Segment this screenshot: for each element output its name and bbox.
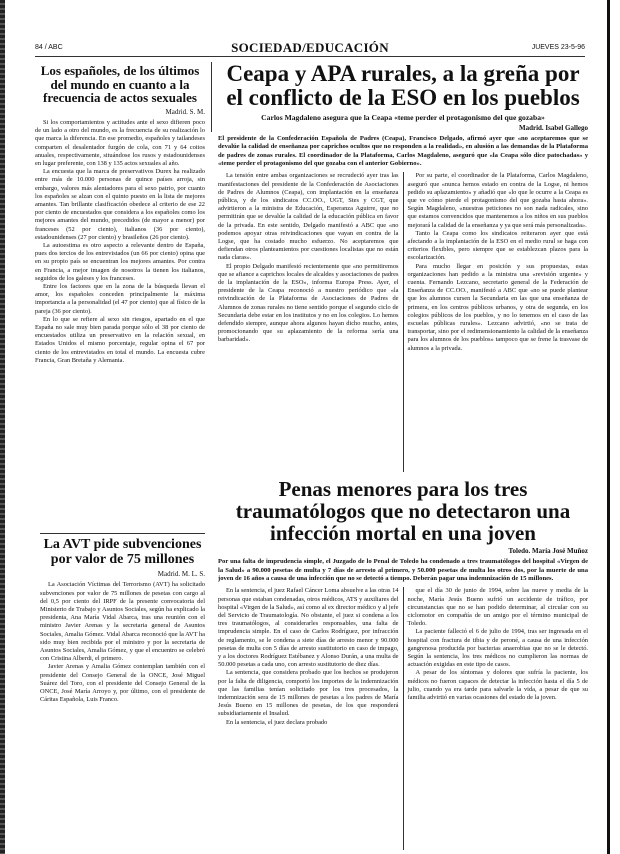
section-title: SOCIEDAD/EDUCACIÓN bbox=[231, 40, 389, 55]
paragraph: En lo que se refiere al sexo sin riesgos, apartado en el que España no sale muy bien parada porque sólo el 38 por ciento de encuestados utiliza un preservativo en la relación sexual, en Estados Unidos el mismo porcentaje, regular opina el 67 por ciento de los entrevistados en total el mundo. La encuesta cubre Francia, Gran Bretaña y Alemania. bbox=[35, 315, 205, 364]
second-article-column-1 bbox=[218, 587, 404, 850]
paragraph: La autoestima es otro aspecto a relevante dentro de España, pues dos tercios de los entrevistados (un 66 por ciento) opina que en su propio país se encuentran los mejores amantes. Por contra en Francia, a mejor imagen de nosotros la tienen los italianos, seguidos de los galeses y los franceses. bbox=[35, 241, 205, 282]
box-rule bbox=[40, 533, 205, 534]
page-header bbox=[35, 40, 585, 57]
main-article-title: Ceapa y APA rurales, a la greña por el conflicto de la ESO en los pueblos bbox=[226, 62, 580, 111]
paragraph: Tanto la Ceapa como los sindicatos reiteraron ayer que está afectando a la implantación de la ESO en el medio rural se haga con criterios flexibles, pero siempre que se establezcan plazos para la escolarización. bbox=[407, 229, 588, 262]
left-article-byline: Madrid. S. M. bbox=[165, 107, 205, 116]
paragraph: La tensión entre ambas organizaciones se recrudeció ayer tras las manifestaciones del presidente de la Confederación de Asociaciones de Padres de Alumnos (Ceapa), con implantación en la enseñanza pública, y de los sindicatos CC.OO., UGT, Stes y CGT, que advirtieron a la ministra de Educación, Esperanza Aguirre, que no permitirán que se devalúe la calidad de la educación pública en favor de la privada. En este sentido, Delgado manifestó a ABC que «no podemos apoyar otras reivindicaciones que vayan en contra de la Logse, que ha costado mucho esfuerzo. No aceptaremos que defiendan otros planteamientos por cuestiones localistas que no están nada claras». bbox=[218, 172, 399, 262]
second-article-columns bbox=[218, 587, 588, 850]
second-article-title: Penas menores para los tres traumatólogos que no detectaron una infección mortal en una joven bbox=[235, 478, 571, 546]
paragraph: La encuesta que la marca de preservativos Durex ha realizado entre más de 10.000 personas de quince países arroja, sin embargo, valores más alentadores para el sexo patrio, por cuanto los españoles se alzan con el quinto puesto en la lista de mejores amantes. Tan brillante clasificación obedece al criterio de ese 22 por ciento de encuestados que considera a los españoles como los mejores amantes del mundo, precedidos (de mayor a menor) por franceses (52 por ciento), italianos (36 por ciento), estadounidenses (27 por ciento) y brasileños (26 por ciento). bbox=[35, 168, 205, 241]
paragraph: La Asociación Víctimas del Terrorismo (AVT) ha solicitado subvenciones por valor de 75 millones de pesetas con cargo al del 0,5 por ciento del IRPF de la presente convocatoria del Ministerio de Trabajo y Asuntos Sociales, según ha explicado la presidenta, Ana María Vidal Abarca, tras una reunión con el ministro Javier Arenas y la secretaria general de Asuntos Sociales, Amalia Gómez. Vidal Abarca reconoció que la AVT ha sido muy bien recibida por el ministro y por la secretaria de Asuntos Sociales, Amalia Gómez, y que el encuentro se celebró con Cristina Alberdi, el primero. bbox=[40, 581, 205, 663]
avt-article-byline: Madrid. M. L. S. bbox=[157, 570, 205, 579]
second-article bbox=[218, 478, 588, 850]
paragraph: El propio Delgado manifestó recientemente que «no permitiremos que se afiance a caprichos locales de alcaldes y asociaciones de padres de la implantación de la ESO», informa Europa Press. Ayer, el presidente de la Ceapa reconoció a nuestro periódico que «la reivindicación de la Plataforma de Asociaciones de Padres de Alumnos de zonas rurales no tiene sentido porque el segundo ciclo de Secundaria debe estar en los institutos y no en los colegios. Lo hemos defendido siempre, aunque ahora algunos hayan dicho mucho, antes, promocionando que su aplazamiento de la reforma sería una barbaridad». bbox=[218, 262, 399, 344]
main-article-subtitle: Carlos Magdaleno asegura que la Ceapa «teme perder el protagonismo del que gozaba» bbox=[261, 113, 545, 123]
main-article-columns bbox=[218, 172, 588, 472]
avt-article-title: La AVT pide subvenciones por valor de 75 millones bbox=[43, 538, 202, 567]
left-article-title: Los españoles, de los últimos del mundo en cuanto a la frecuencia de actos sexuales bbox=[40, 64, 200, 106]
main-article-byline: Madrid. Isabel Gallego bbox=[518, 123, 588, 132]
paragraph: En la sentencia, el juez Rafael Cáncer Loma absuelve a las otras 14 personas que estaban condenadas, otros médicos, ATS y auxiliares del hospital «Virgen de la Salud», así como al ex director médico y al jefe del Servicio de Traumatología. No obstante, el juez si condena a los tres traumatólogos, al considerarles responsables, una falta de imprudencia simple. En el caso de Carlos Rodríguez, por infracción de reglamento, se le condena a siete días de arresto menor y 90.000 pesetas de multa con 5 días de arresto sustitutorio en caso de impago, y a los doctores Rodríguez Estébanez y Alonso Durán, a una multa de 50.000 pesetas a cada uno, con arresto sustitutorio de diez días. bbox=[218, 587, 399, 669]
avt-article-body bbox=[40, 581, 205, 850]
left-article bbox=[35, 64, 205, 472]
paragraph: A pesar de los síntomas y dolores que sufría la paciente, los médicos no fueron capaces de detectar la infección hasta el día 5 de julio, cuando ya era tarde para salvarle la vida, a pesar de que su familia advirtió en varias ocasiones del estado de la joven. bbox=[407, 669, 588, 701]
second-article-column-2 bbox=[404, 587, 589, 850]
page-edge bbox=[0, 0, 5, 854]
main-article-lead: El presidente de la Confederación Española de Padres (Ceapa), Francisco Delgado, afirmó ayer que «no aceptaremos que se devalúe la calidad de enseñanza por caprichos ocultos que no responden a la realidad», en alusión a las demandas de la Plataforma de padres de zonas rurales. El coordinador de la Plataforma, Carlos Magdaleno, aseguró que «la Ceapa sólo dice patochadas» y «teme perder el protagonismo del que gozaba con el anterior Gobierno». bbox=[218, 134, 588, 167]
paragraph: Si los comportamientos y actitudes ante el sexo difieren poco de un lado a otro del mundo, es la frecuencia de su realización lo que marca la diferencia. En ese promedio, españoles y tailandeses comparten el desalentador furgón de cola, con 71 y 64 coitos anuales, respectivamente, situándose los rusos y estadounidenses en lugar preferente, con 138 y 135 actos sexuales al año. bbox=[35, 118, 205, 167]
paragraph: La sentencia, que considera probado que los hechos se produjeron por la falta de diligencia, comportó los importes de la indemnización que las familias tenían solicitado por los tres procesados, la indemnización sera de 15 millones de pesetas a los padres de María Jesús Bueno en 15 millones de pesetas, de los que responderá subsidiariamente el Insalud. bbox=[218, 669, 399, 718]
left-article-body bbox=[35, 119, 205, 472]
main-article-column-2 bbox=[404, 172, 589, 472]
paragraph: En la sentencia, el juez declara probado bbox=[226, 718, 328, 726]
paragraph: La paciente falleció el 6 de julio de 1994, tras ser ingresada en el hospital con fractura de tibia y de peroné, a causa de una infección gangrenosa producida por bacterias anaerobias que no se le detectó. Según la sentencia, los tres médicos no cumplieron las normas de actuación exigidas en este tipo de casos. bbox=[407, 628, 588, 669]
page-border bbox=[607, 0, 610, 854]
paragraph: Javier Arenas y Amalia Gómez contemplan también con el presidente del Consejo General de la ONCE, José Miguel Suárez del Toro, con el presidente del Consejo General de la ONCE, José María Arroyo y, por último, con el presidente de Cáritas Española, Luis Franco. bbox=[40, 663, 205, 704]
second-article-byline: Toledo. María José Muñoz bbox=[508, 547, 588, 556]
page-number: 84 / ABC bbox=[35, 44, 63, 51]
issue-date: JUEVES 23-5-96 bbox=[531, 44, 585, 51]
avt-article bbox=[40, 538, 205, 850]
paragraph: Para mucho llegar en posición y sus propuestas, estas organizaciones han pedido a la ministra una «revisión urgente» y cuenta. Fernando Lezcano, secretario general de la Federación de Enseñanza de CC.OO., manifestó a ABC que «no se puede plantear que los alumnos cursen la Secundaria en las que una enseñanza de primera, en los centros públicos urbanos, y otra de segunda, en los colegios públicos de los pueblos, y no lo tenemos en el caso de las escuelas públicas rurales». Lezcano advirtió, «no se trata de transportar, sino por el redimensionamiento la calidad de la enseñanza para los alumnos de los pueblos» tampoco que se frene la trasvase de alumnos a la privada. bbox=[407, 262, 588, 352]
main-article bbox=[218, 62, 588, 472]
main-article-column-1 bbox=[218, 172, 404, 472]
paragraph: que el día 30 de junio de 1994, sobre las nueve y media de la noche, María Jesús Bueno sufrió un accidente de tráfico, por circunstancias que no se han podido determinar, al circular con su ciclomotor en compañía de un amigo por el término municipal de Toledo. bbox=[407, 587, 588, 628]
paragraph: Por su parte, el coordinador de la Plataforma, Carlos Magdaleno, aseguró que «nunca hemos estado en contra de la Logse, ni hemos pedido su aplazamiento» y añadió que «lo que le ocurre a la Ceapa es que ve cómo pierde el protagonismo del que gozaba hasta ahora». Según Magdaleno, «nuestras peticiones no son nada radicales, sino que estamos convencidos que mantenemos a los niños en sus pueblos mejorará la calidad de la enseñanza y ya que será más personalizada». bbox=[407, 172, 588, 229]
column-rule bbox=[211, 62, 212, 132]
paragraph: Entre los factores que en la zona de la búsqueda llevan el amor, los españoles conceden principalmente la máxima importancia a la personalidad (el 47 por ciento) que al físico de la pareja (36 por ciento). bbox=[35, 282, 205, 315]
second-article-lead: Por una falta de imprudencia simple, el Juzgado de lo Penal de Toledo ha condenado a tres traumatólogos del hospital «Virgen de la Salud» a 90.000 pesetas de multa y 7 días de arresto al primero, y 50.000 pesetas de multa los otros dos, por la muerte de una joven de 16 años a causa de una infección que no se detectó a tiempo. Deberán pagar una indemnización de 15 millones. bbox=[218, 558, 588, 582]
